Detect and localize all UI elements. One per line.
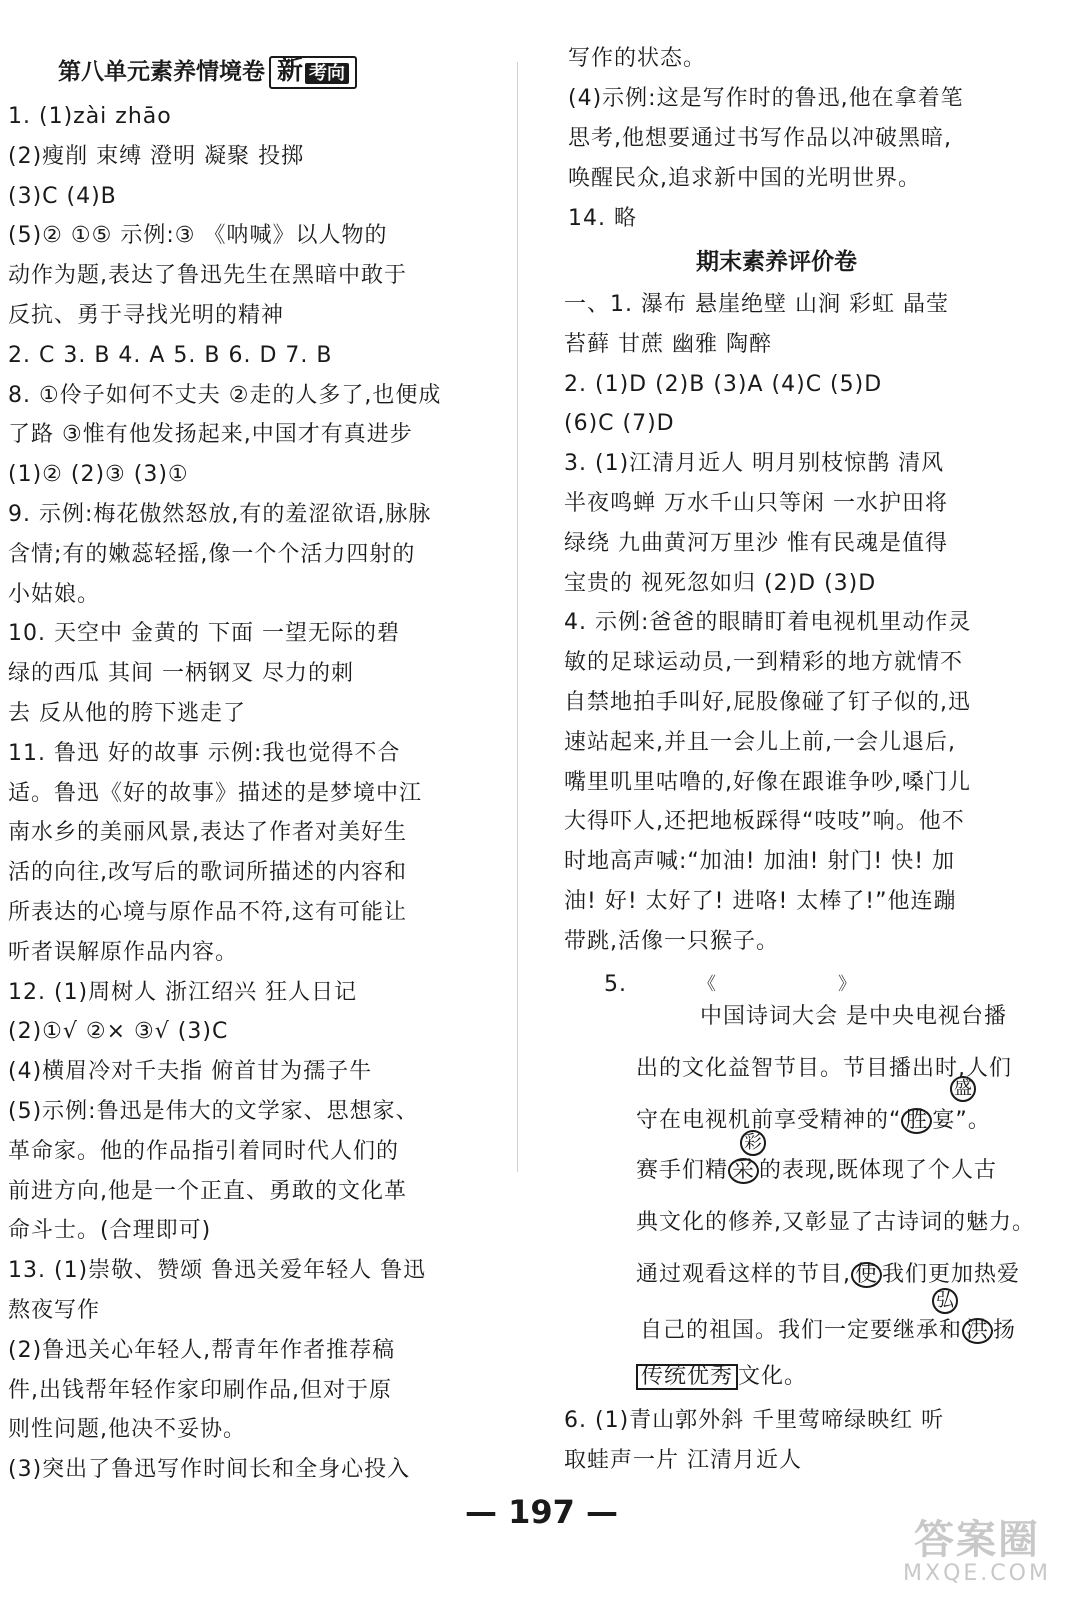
answer-line: 听者误解原作品内容。 [8, 939, 239, 965]
watermark-bottom: MXQE.COM [903, 1561, 1051, 1586]
proof-l4d: 的表现,既体现了个人古 [759, 1158, 998, 1183]
section-title-final: 期末素养评价卷 [696, 249, 857, 275]
proof-correction-sheng: 盛 [950, 1076, 976, 1102]
q5-number: 5. [604, 972, 627, 997]
proof-l3a: 守在电视机前享受精神的“ [636, 1108, 902, 1133]
answer-line: 熬夜写作 [8, 1298, 101, 1323]
proof-circled-cai: 采 [728, 1158, 759, 1184]
proof-bracket-open: 《 [698, 974, 716, 995]
answer-line: 嘴里叽里咕噜的,好像在跟谁争吵,嗓门儿 [564, 769, 971, 795]
section-title-unit8 [58, 56, 357, 89]
answer-line: 写作的状态。 [568, 46, 707, 71]
answer-line: (5)示例:鲁迅是伟大的文学家、思想家、 [8, 1099, 419, 1124]
proof-l6d: 我们更加热爱 [882, 1262, 1021, 1287]
answer-line: 2. C 3. B 4. A 5. B 6. D 7. B [8, 342, 333, 368]
answer-line: 小姑娘。 [8, 581, 101, 607]
proof-line-7 [640, 1318, 1016, 1344]
answer-line: 13. (1)崇敬、赞颂 鲁迅关爱年轻人 鲁迅 [8, 1258, 427, 1284]
answer-line: 唤醒民众,追求新中国的光明世界。 [568, 166, 921, 191]
proof-correction-cai: 彩 [740, 1130, 766, 1156]
answer-line: 半夜鸣蝉 万水千山只等闲 一水护田将 [564, 491, 948, 516]
proof-l3d: 宴”。 [932, 1108, 991, 1133]
answer-line: (1)② (2)③ (3)① [8, 462, 189, 488]
proof-line-6 [636, 1262, 1020, 1288]
answer-line: (3)C (4)B [8, 183, 117, 209]
answer-line: (5)② ①⑤ 示例:③ 《呐喊》以人物的 [8, 223, 388, 249]
answer-line: 所表达的心境与原作品不符,这有可能让 [8, 900, 407, 925]
answer-line: 3. (1)江清月近人 明月别枝惊鹊 清风 [564, 451, 945, 477]
proof-l4a: 赛手们精 [636, 1158, 729, 1183]
answer-line: 2. (1)D (2)B (3)A (4)C (5)D [564, 371, 883, 397]
answer-line: 绿的西瓜 其间 一柄钢叉 尽力的刺 [8, 661, 354, 687]
answer-line: 14. 略 [568, 206, 637, 231]
answer-line: 1. (1)zài zhāo [8, 104, 172, 129]
proof-line-4 [636, 1158, 997, 1184]
answer-line: 大得吓人,还把地板踩得“吱吱”响。他不 [564, 809, 965, 835]
answer-line: (2)瘦削 束缚 澄明 凝聚 投掷 [8, 143, 305, 169]
answer-line: 思考,他想要通过书写作品以冲破黑暗, [568, 126, 952, 151]
proof-l1: 中国诗词大会 [700, 1004, 839, 1029]
answer-line: 11. 鲁迅 好的故事 示例:我也觉得不合 [8, 740, 401, 766]
proof-above-3 [950, 1076, 976, 1102]
proof-circled-sheng: 胜 [901, 1108, 932, 1134]
proof-line-8 [636, 1364, 807, 1390]
proof-line-5: 典文化的修养,又彰显了古诗词的魅力。 [636, 1210, 1035, 1235]
proof-l6a: 通过观看这样的节目, [636, 1262, 851, 1287]
answer-line: 带跳,活像一只猴子。 [564, 928, 779, 954]
answer-line: (3)突出了鲁迅写作时间长和全身心投入 [8, 1457, 411, 1483]
answer-line: (2)①√ ②× ③√ (3)C [8, 1019, 229, 1045]
answer-line: 取蛙声一片 江清月近人 [564, 1448, 802, 1473]
answer-line: 苔藓 甘蔗 幽雅 陶醉 [564, 331, 772, 357]
answer-line: 前进方向,他是一个正直、勇敢的文化革 [8, 1178, 407, 1204]
answer-line: 反抗、勇于寻找光明的精神 [8, 303, 285, 328]
section-title-text: 第八单元素养情境卷 [58, 59, 265, 85]
proof-l8b: 优秀 [687, 1364, 734, 1389]
answer-line: 命斗士。(合理即可) [8, 1218, 212, 1244]
answer-line: (4)横眉冷对千夫指 俯首甘为孺子牛 [8, 1059, 373, 1085]
answer-line: 时地高声喊:“加油! 加油! 射门! 快! 加 [564, 849, 956, 875]
proof-circled-shi: 使 [851, 1262, 882, 1288]
watermark-top: 答案圈 [914, 1517, 1040, 1563]
answer-line: (4)示例:这是写作时的鲁迅,他在拿着笔 [568, 86, 964, 111]
answer-line: 革命家。他的作品指引着同时代人们的 [8, 1138, 400, 1164]
proof-line-2: 出的文化益智节目。节目播出时,人们 [636, 1056, 1012, 1081]
proof-bracket-close: 》 [838, 974, 856, 995]
answer-line: 12. (1)周树人 浙江绍兴 狂人日记 [8, 979, 358, 1005]
answer-line: (6)C (7)D [564, 411, 675, 437]
proof-correction-hong: 弘 [932, 1288, 958, 1314]
answer-line: 动作为题,表达了鲁迅先生在黑暗中敢于 [8, 263, 407, 289]
proof-l7a: 自己的祖国。我们一定要继承和 [640, 1318, 963, 1343]
column-divider [517, 62, 518, 1172]
proof-above-7 [932, 1288, 958, 1314]
watermark [887, 1518, 1067, 1590]
answer-line: 一、1. 瀑布 悬崖绝壁 山涧 彩虹 晶莹 [564, 292, 949, 317]
answer-line: 活的向往,改写后的歌词所描述的内容和 [8, 860, 407, 886]
answer-line: 10. 天空中 金黄的 下面 一望无际的碧 [8, 621, 400, 647]
proof-above-4 [740, 1130, 766, 1156]
page-number: — 197 — [464, 1493, 619, 1531]
answer-line: 敏的足球运动员,一到精彩的地方就情不 [564, 650, 963, 676]
proof-circled-hong: 洪 [962, 1318, 993, 1344]
answer-line: 速站起来,并且一会儿上前,一会儿退后, [564, 729, 956, 755]
answer-line: 适。鲁迅《好的故事》描述的是梦境中江 [8, 780, 423, 806]
answer-line: 9. 示例:梅花傲然怒放,有的羞涩欲语,脉脉 [8, 502, 432, 527]
answer-line: 宝贵的 视死忽如归 (2)D (3)D [564, 570, 877, 596]
answer-line: (2)鲁迅关心年轻人,帮青年作者推荐稿 [8, 1337, 396, 1363]
answer-line: 绿绕 九曲黄河万里沙 惟有民魂是值得 [564, 530, 948, 556]
proof-l8c: 文化。 [738, 1364, 808, 1389]
badge-kaoxiang: 考向 [305, 63, 349, 84]
answer-line: 4. 示例:爸爸的眼睛盯着电视机里动作灵 [564, 610, 972, 636]
answer-line: 油! 好! 太好了! 进咯! 太棒了!”他连蹦 [564, 889, 957, 914]
answer-line: 则性问题,他决不妥协。 [8, 1417, 246, 1443]
badge-xin: 新 [277, 56, 304, 86]
answer-line: 件,出钱帮年轻作家印刷作品,但对于原 [8, 1377, 392, 1403]
proof-line-3 [636, 1108, 991, 1134]
proof-l7d: 扬 [993, 1318, 1017, 1343]
proof-l8a: 传统 [641, 1364, 688, 1389]
answer-line: 自禁地拍手叫好,屁股像碰了钉子似的,迅 [564, 690, 971, 715]
proof-swap-box [636, 1364, 738, 1390]
answer-line: 6. (1)青山郭外斜 千里莺啼绿映红 听 [564, 1408, 945, 1433]
answer-line: 去 反从他的胯下逃走了 [8, 701, 246, 726]
proof-line-1 [700, 1004, 1007, 1030]
answer-line: 了路 ③惟有他发扬起来,中国才有真进步 [8, 422, 413, 448]
answer-line: 南水乡的美丽风景,表达了作者对美好生 [8, 820, 407, 846]
proof-l1b: 是中央电视台播 [846, 1004, 1008, 1029]
new-exam-badge [269, 56, 357, 89]
answer-line: 8. ①伶子如何不丈夫 ②走的人多了,也便成 [8, 382, 442, 408]
answer-line: 含情;有的嫩蕊轻摇,像一个个活力四射的 [8, 541, 416, 567]
